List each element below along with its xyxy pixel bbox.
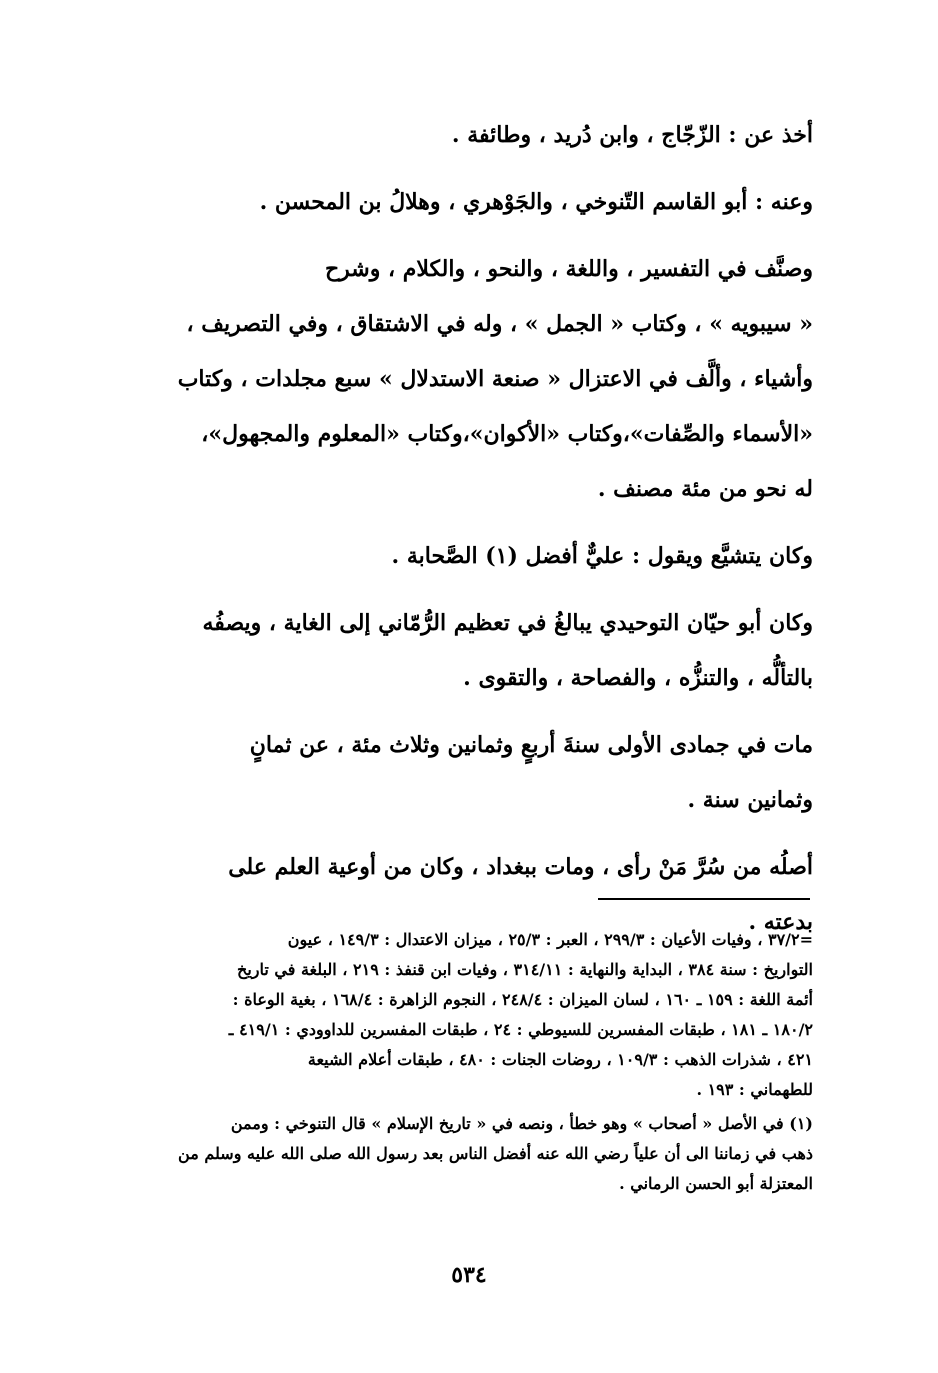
text-line: له نحو من مئة مصنف .: [597, 476, 813, 502]
paragraph: [135, 175, 813, 230]
footnote-line: (١) في الأصل « أصحاب » وهو خطأ ، ونصه في « تاريخ الإسلام » قال التنوخي : وممن: [230, 1114, 813, 1133]
main-text: [135, 108, 813, 962]
footnote-line: التواريخ : سنة ٣٨٤ ، البداية والنهاية : ٣١٤/١١ ، وفيات ابن قنفذ : ٢١٩ ، البلغة في تاريخ: [237, 960, 813, 979]
text-line: « سيبويه » ، وكتاب « الجمل » ، وله في الاشتقاق ، وفي التصريف ،: [186, 311, 813, 337]
footnote-divider: [598, 898, 810, 900]
footnotes: [135, 925, 813, 1203]
footnote-1: [135, 1109, 813, 1199]
page-number: ٥٣٤: [451, 1262, 487, 1288]
text-line: وصنَّف في التفسير ، واللغة ، والنحو ، والكلام ، وشرح: [324, 256, 813, 282]
text-line: وأشياء ، وألَّف في الاعتزال « صنعة الاستدلال » سبع مجلدات ، وكتاب: [177, 366, 813, 392]
paragraph: [135, 718, 813, 828]
footnote-line: للطهماني : ١٩٣ .: [696, 1080, 813, 1099]
text-line: بدعته .: [748, 909, 813, 935]
footnote-line: أئمة اللغة : ١٥٩ ـ ١٦٠ ، لسان الميزان : ٢٤٨/٤ ، النجوم الزاهرة : ١٦٨/٤ ، بغية الوعاة :: [232, 990, 813, 1009]
text-line: بالتألُّه ، والتنزُّه ، والفصاحة ، والتقوى .: [463, 665, 813, 691]
footnote-continuation: [135, 925, 813, 1105]
footnote-line: =٣٧/٢ ، وفيات الأعيان : ٢٩٩/٣ ، العبر : ٢٥/٣ ، ميزان الاعتدال : ١٤٩/٣ ، عيون: [287, 930, 813, 949]
footnote-line: ١٨٠/٢ ـ ١٨١ ، طبقات المفسرين للسيوطي : ٢٤ ، طبقات المفسرين للداوودي : ٤١٩/١ ـ: [228, 1020, 813, 1039]
text-line: وثمانين سنة .: [687, 787, 813, 813]
footnote-line: المعتزلة أبو الحسن الرماني .: [619, 1174, 813, 1193]
footnote-line: ٤٢١ ، شذرات الذهب : ١٠٩/٣ ، روضات الجنات : ٤٨٠ ، طبقات أعلام الشيعة: [307, 1050, 813, 1069]
text-line: وكان أبو حيّان التوحيدي يبالغُ في تعظيم الرُّمّاني إلى الغاية ، ويصفُه: [202, 610, 813, 636]
text-line: أخذ عن : الزّجّاج ، وابن دُريد ، وطائفة .: [451, 122, 813, 148]
footnote-line: ذهب في زماننا الى أن علياً رضي الله عنه أفضل الناس بعد رسول الله صلى الله عليه وسلم من: [178, 1144, 813, 1163]
paragraph: [135, 596, 813, 706]
paragraph: [135, 108, 813, 163]
paragraph: [135, 529, 813, 584]
text-line: أصلُه من سُرَّ مَنْ رأى ، ومات ببغداد ، وكان من أوعية العلم على: [228, 854, 813, 880]
text-line: وكان يتشيَّع ويقول : عليٌّ أفضل (١) الصَّحابة .: [391, 543, 813, 569]
text-line: وعنه : أبو القاسم التّنوخي ، والجَوْهري ، وهلالُ بن المحسن .: [259, 189, 813, 215]
text-line: «الأسماء والصِّفات»،وكتاب «الأكوان»،وكتاب «المعلوم والمجهول»،: [201, 421, 813, 447]
paragraph: [135, 242, 813, 517]
text-line: مات في جمادى الأولى سنةَ أربعٍ وثمانين وثلاث مئة ، عن ثمانٍ: [249, 732, 813, 758]
